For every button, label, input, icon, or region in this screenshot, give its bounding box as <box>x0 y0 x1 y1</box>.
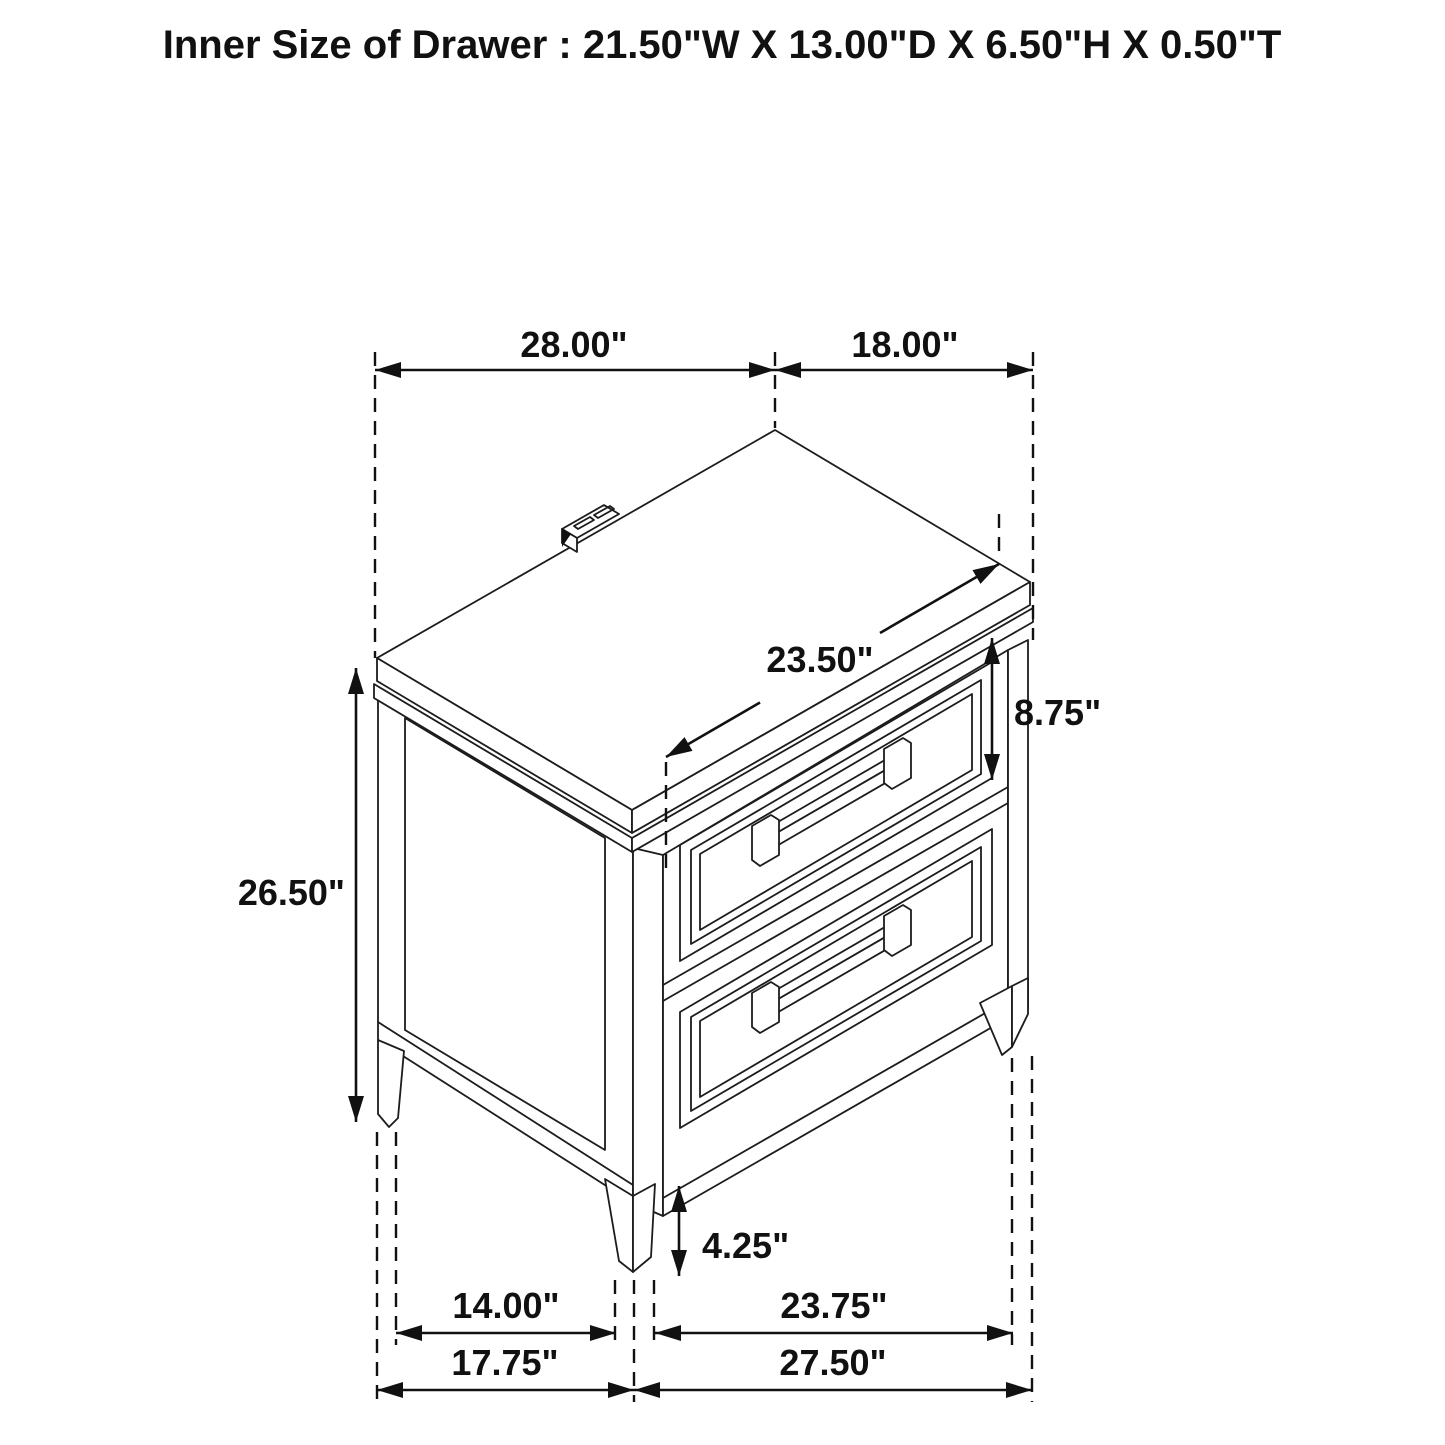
dim-overall-height <box>238 668 364 1122</box>
dim-label-top-depth: 18.00" <box>851 324 959 365</box>
front-center-leg-right-face <box>633 1184 655 1272</box>
dim-label-bottom-right-inner: 23.75" <box>780 1285 888 1326</box>
dim-label-top-width: 28.00" <box>520 324 628 365</box>
dim-label-overall-height: 26.50" <box>237 872 345 913</box>
dim-bottom-right-inner <box>655 1285 1013 1341</box>
dim-label-leg-height: 4.25" <box>702 1225 790 1266</box>
dim-label-drawer-section-height: 8.75" <box>1014 692 1102 733</box>
dim-top-depth <box>775 324 1033 378</box>
page-title: Inner Size of Drawer : 21.50"W X 13.00"D X 6.50"H X 0.50"T <box>162 23 1282 67</box>
dim-label-bottom-right-outer: 27.50" <box>779 1342 887 1383</box>
dim-label-surface-diagonal: 23.50" <box>766 639 874 680</box>
dim-top-width <box>375 324 775 378</box>
front-center-leg-left-face <box>605 1179 633 1272</box>
nightstand-drawing <box>374 430 1033 1272</box>
front-left-corner-post <box>633 848 663 1216</box>
dim-label-bottom-left-inner: 14.00" <box>452 1285 560 1326</box>
dim-bottom-right-outer <box>634 1342 1032 1398</box>
back-left-leg <box>378 1040 404 1127</box>
front-right-leg-side <box>1012 978 1028 1047</box>
dim-bottom-left-inner <box>396 1285 616 1341</box>
dim-label-bottom-left-outer: 17.75" <box>451 1342 559 1383</box>
dim-bottom-left-outer <box>377 1342 634 1398</box>
